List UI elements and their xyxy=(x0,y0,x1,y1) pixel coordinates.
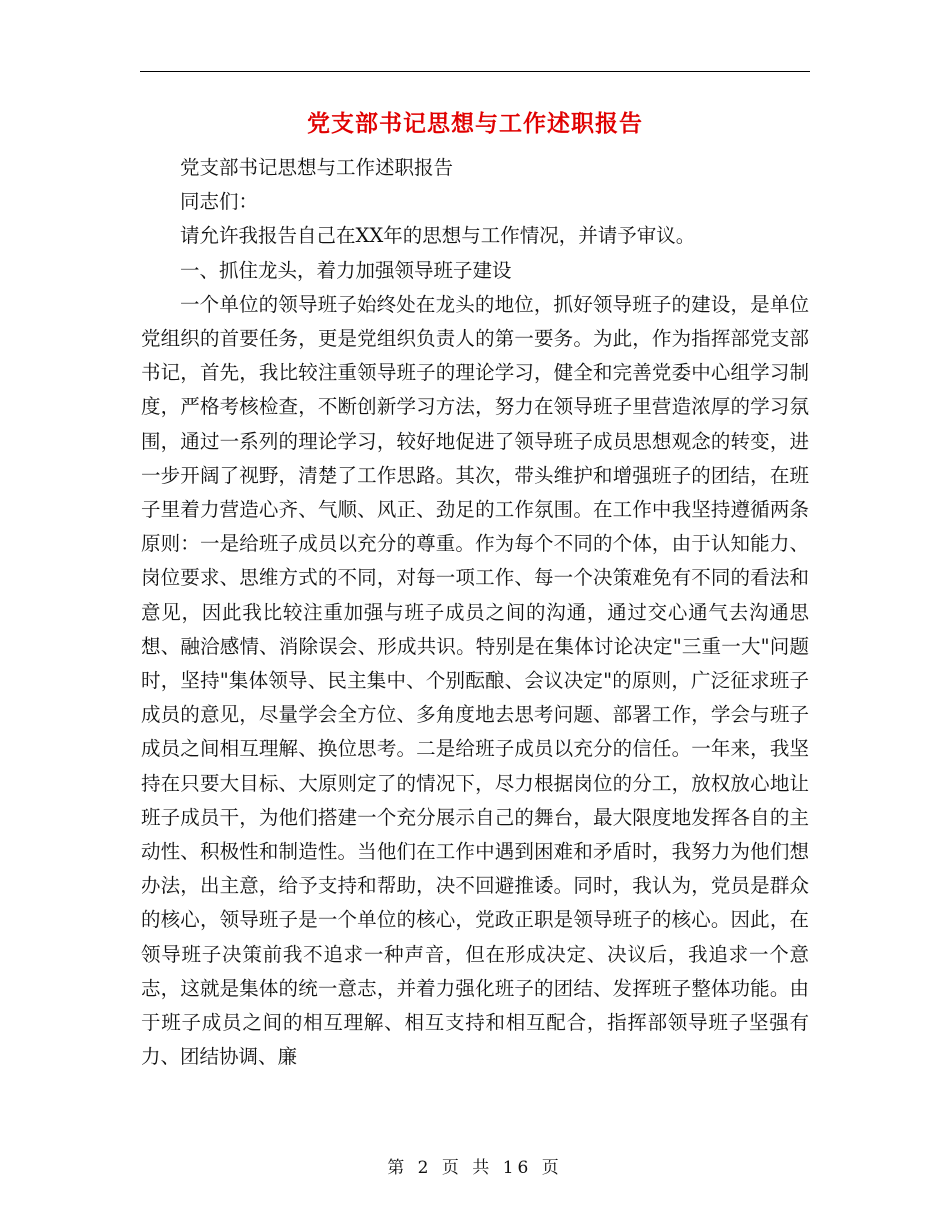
document-body xyxy=(141,151,809,1074)
paragraph-body-1: 一个单位的领导班子始终处在龙头的地位，抓好领导班子的建设，是单位党组织的首要任务，更是党组织负责人的第一要务。为此，作为指挥部党支部书记，首先，我比较注重领导班子的理论学习，健全和完善党委中心组学习制度，严格考核检查，不断创新学习方法，努力在领导班子里营造浓厚的学习氛围，通过一系列的理论学习，较好地促进了领导班子成员思想观念的转变，进一步开阔了视野，清楚了工作思路。其次，带头维护和增强班子的团结，在班子里着力营造心齐、气顺、风正、劲足的工作氛围。在工作中我坚持遵循两条原则：一是给班子成员以充分的尊重。作为每个不同的个体，由于认知能力、岗位要求、思维方式的不同，对每一项工作、每一个决策难免有不同的看法和意见，因此我比较注重加强与班子成员之间的沟通，通过交心通气去沟通思想、融洽感情、消除误会、形成共识。特别是在集体讨论决定"三重一大"问题时，坚持"集体领导、民主集中、个别酝酿、会议决定"的原则，广泛征求班子成员的意见，尽量学会全方位、多角度地去思考问题、部署工作，学会与班子成员之间相互理解、换位思考。二是给班子成员以充分的信任。一年来，我坚持在只要大目标、大原则定了的情况下，尽力根据岗位的分工，放权放心地让班子成员干，为他们搭建一个充分展示自己的舞台，最大限度地发挥各自的主动性、积极性和制造性。当他们在工作中遇到困难和矛盾时，我努力为他们想办法，出主意，给予支持和帮助，决不回避推诿。同时，我认为，党员是群众的核心，领导班子是一个单位的核心，党政正职是领导班子的核心。因此，在领导班子决策前我不追求一种声音，但在形成决定、决议后，我追求一个意志，这就是集体的统一意志，并着力强化班子的团结、发挥班子整体功能。由于班子成员之间的相互理解、相互支持和相互配合，指挥部领导班子坚强有力、团结协调、廉 xyxy=(141,292,809,1069)
page-number: 第 2 页 共 16 页 xyxy=(387,1158,563,1178)
section-heading-1: 一、抓住龙头，着力加强领导班子建设 xyxy=(180,258,512,282)
paragraph-intro: 请允许我报告自己在XX年的思想与工作情况，并请予审议。 xyxy=(180,224,696,248)
paragraph-salutation: 同志们： xyxy=(180,190,259,214)
paragraph-subtitle: 党支部书记思想与工作述职报告 xyxy=(180,156,454,179)
document-title: 党支部书记思想与工作述职报告 xyxy=(307,110,643,137)
header-rule xyxy=(140,71,810,72)
